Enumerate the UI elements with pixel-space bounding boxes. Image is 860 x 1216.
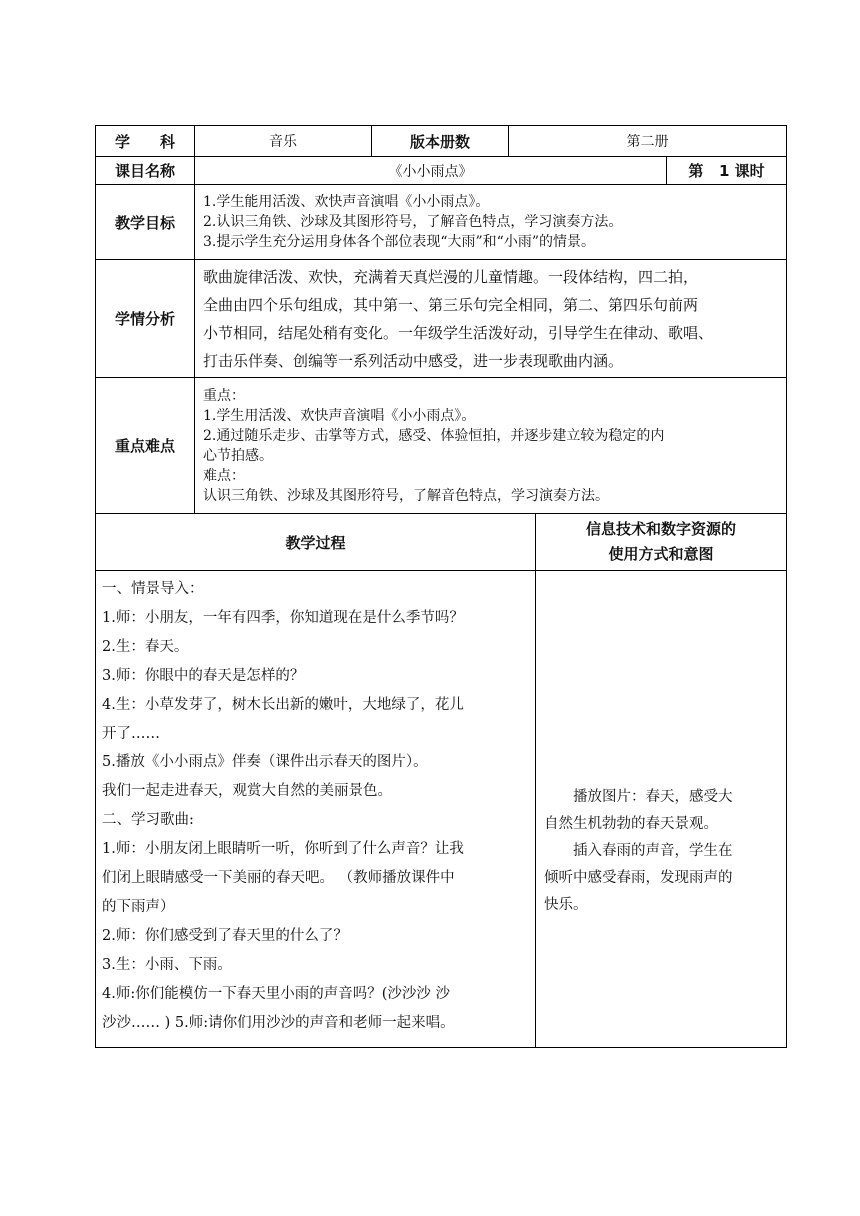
key-point-line: 1.学生用活泼、欢快声音演唱《小小雨点》。	[203, 407, 476, 424]
resource-line: 自然生机勃勃的春天景观。	[544, 816, 718, 832]
edition-label: 版本册数	[372, 126, 509, 157]
process-line: 沙沙…… ) 5.师:请你们用沙沙的声音和老师一起来唱。	[102, 1014, 455, 1031]
resources-header-line2: 使用方式和意图	[608, 545, 714, 563]
lesson-suffix: 课时	[734, 162, 765, 180]
process-line: 4.师:你们能模仿一下春天里小雨的声音吗？(沙沙沙 沙	[102, 985, 450, 1002]
analysis-content	[195, 260, 787, 378]
process-line: 开了……	[102, 725, 160, 742]
resources-content	[536, 571, 787, 1048]
course-label: 课目名称	[96, 157, 195, 185]
resources-spacer	[544, 571, 780, 784]
subject-row	[96, 126, 787, 157]
resource-line: 快乐。	[544, 897, 588, 913]
lesson-prefix: 第	[688, 162, 704, 180]
process-line: 5.播放《小小雨点》伴奏（课件出示春天的图片）。	[102, 754, 428, 771]
process-header: 教学过程	[96, 514, 536, 571]
key-points-label: 重点难点	[96, 378, 195, 514]
subject-label: 学 科	[96, 126, 195, 157]
process-line: 2.师：你们感受到了春天里的什么了？	[102, 927, 348, 944]
process-line: 3.师：你眼中的春天是怎样的？	[102, 667, 305, 684]
process-line: 一、情景导入：	[102, 581, 204, 597]
analysis-label: 学情分析	[96, 260, 195, 378]
process-line: 4.生：小草发芽了，树木长出新的嫩叶，大地绿了，花儿	[102, 696, 464, 713]
key-point-line: 认识三角铁、沙球及其图形符号，了解音色特点，学习演奏方法。	[203, 487, 609, 504]
resources-header	[536, 514, 787, 571]
process-line: 二、学习歌曲:	[102, 812, 194, 829]
key-points-row	[96, 378, 787, 514]
lesson-number: 1	[719, 162, 730, 180]
process-content	[96, 571, 536, 1048]
process-line: 2.生：春天。	[102, 638, 189, 655]
process-line: 3.生：小雨、下雨。	[102, 956, 232, 973]
analysis-row	[96, 260, 787, 378]
course-row	[96, 157, 787, 185]
process-line: 们闭上眼睛感受一下美丽的春天吧。 （教师播放课件中	[102, 870, 455, 887]
course-value: 《小小雨点》	[195, 157, 667, 185]
key-point-line: 难点：	[203, 467, 245, 484]
analysis-line: 打击乐伴奏、创编等一系列活动中感受，进一步表现歌曲内涵。	[203, 351, 624, 370]
objective-line: 2.认识三角铁、沙球及其图形符号，了解音色特点，学习演奏方法。	[203, 214, 623, 230]
key-points-content	[195, 378, 787, 514]
analysis-line: 歌曲旋律活泼、欢快，充满着天真烂漫的儿童情趣。一段体结构，四二拍，	[203, 267, 699, 286]
objectives-row	[96, 185, 787, 260]
key-point-line: 重点：	[203, 387, 245, 404]
analysis-line: 小节相同，结尾处稍有变化。一年级学生活泼好动，引导学生在律动、歌唱、	[203, 323, 714, 342]
resource-line: 插入春雨的声音，学生在	[544, 843, 733, 859]
objectives-label: 教学目标	[96, 185, 195, 260]
objective-line: 1.学生能用活泼、欢快声音演唱《小小雨点》。	[203, 194, 490, 210]
lesson-count	[667, 157, 787, 185]
resource-line: 播放图片：春天，感受大	[544, 789, 733, 805]
analysis-line: 全曲由四个乐句组成，其中第一、第三乐句完全相同，第二、第四乐句前两	[203, 295, 699, 314]
process-body-row	[96, 571, 787, 1048]
subject-value: 音乐	[195, 126, 372, 157]
resource-line: 倾听中感受春雨，发现雨声的	[544, 870, 733, 886]
process-header-row	[96, 514, 787, 571]
lesson-plan-table	[95, 125, 787, 1048]
key-point-line: 2.通过随乐走步、击掌等方式，感受、体验恒拍，并逐步建立较为稳定的内	[203, 427, 665, 444]
process-line: 的下雨声）	[102, 898, 175, 915]
process-line: 1.师：小朋友闭上眼睛听一听，你听到了什么声音？让我	[102, 841, 464, 858]
resources-header-line1: 信息技术和数字资源的	[586, 520, 737, 538]
key-point-line: 心节拍感。	[203, 447, 273, 464]
process-line: 1.师：小朋友，一年有四季，你知道现在是什么季节吗？	[102, 609, 464, 626]
edition-value: 第二册	[509, 126, 787, 157]
objectives-content	[195, 185, 787, 260]
process-line: 我们一起走进春天，观赏大自然的美丽景色。	[102, 783, 392, 800]
objective-line: 3.提示学生充分运用身体各个部位表现“大雨”和“小雨”的情景。	[203, 234, 595, 250]
